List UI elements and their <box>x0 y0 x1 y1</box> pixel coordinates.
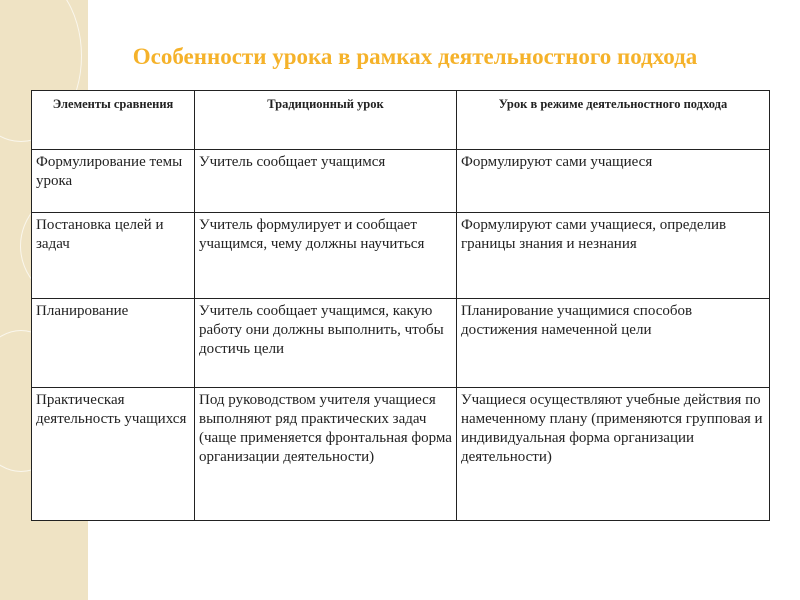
table-row <box>32 150 770 213</box>
table-cell: Формулируют сами учащиеся, определив границы знания и незнания <box>457 213 770 299</box>
table-row <box>32 388 770 521</box>
table-row <box>32 213 770 299</box>
table-cell: Учитель формулирует и сообщает учащимся, чему должны научиться <box>195 213 457 299</box>
table-header-row <box>32 91 770 150</box>
slide-title: Особенности урока в рамках деятельностного подхода <box>132 44 698 69</box>
table-cell: Планирование <box>32 299 195 388</box>
header-cell: Элементы сравнения <box>32 91 195 150</box>
comparison-table <box>31 90 770 521</box>
table-cell: Под руководством учителя учащиеся выполняют ряд практических задач (чаще применяется фронтальная форма организации деятельности) <box>195 388 457 521</box>
header-cell: Урок в режиме деятельностного подхода <box>457 91 770 150</box>
table-row <box>32 299 770 388</box>
table-cell: Учитель сообщает учащимся <box>195 150 457 213</box>
table-cell: Учащиеся осуществляют учебные действия по намеченному плану (применяются групповая и индивидуальная форма организации деятельности) <box>457 388 770 521</box>
table-cell: Практическая деятельность учащихся <box>32 388 195 521</box>
table-cell: Постановка целей и задач <box>32 213 195 299</box>
table-cell: Формулирование темы урока <box>32 150 195 213</box>
header-cell: Традиционный урок <box>195 91 457 150</box>
table-cell: Планирование учащимися способов достижения намеченной цели <box>457 299 770 388</box>
table-cell: Учитель сообщает учащимся, какую работу они должны выполнить, чтобы достичь цели <box>195 299 457 388</box>
table-cell: Формулируют сами учащиеся <box>457 150 770 213</box>
